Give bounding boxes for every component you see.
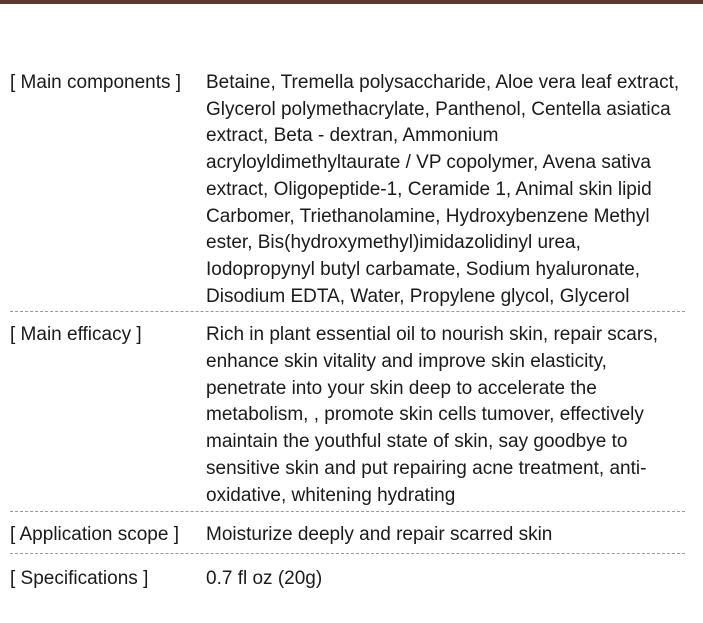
spec-label-application-scope: [ Application scope ] [10, 524, 179, 546]
spec-row-main-components [10, 70, 685, 312]
spec-label-main-components: [ Main components ] [10, 72, 182, 93]
spec-row-main-efficacy [10, 312, 685, 512]
spec-value-specifications: 0.7 fl oz (20g) [206, 567, 323, 589]
spec-value-application-scope: Moisturize deeply and repair scarred skin [206, 524, 553, 546]
spec-value-main-components: Betaine, Tremella polysaccharide, Aloe vera leaf extract, Glycerol polymethacrylate, Panthenol, Centella asiatica extract, Beta - dextran, Ammonium acryloyldimethyltaurate / VP copolymer, Avena sativa extract, Oligopeptide-1, Ceramide 1, Animal skin lipid Carbomer, Triethanolamine, Hydroxybenzene Methyl ester, Bis(hydroxymethyl)imidazolidinyl urea, Iodopropynyl butyl carbamate, Sodium hyaluronate, Disodium EDTA, Water, Propylene glycol, Glycerol [206, 72, 680, 307]
product-spec-table [10, 70, 685, 593]
spec-label-specifications: [ Specifications ] [10, 567, 149, 589]
top-accent-bar [0, 0, 703, 4]
spec-label-main-efficacy: [ Main efficacy ] [10, 324, 142, 346]
spec-row-application-scope [10, 512, 685, 554]
spec-value-main-efficacy: Rich in plant essential oil to nourish skin, repair scars, enhance skin vitality and improve skin elasticity, penetrate into your skin deep to accelerate the metabolism, , promote skin cells tumover, effectively maintain the youthful state of skin, say goodbye to sensitive skin and put repairing acne treatment, anti-oxidative, whitening hydrating [206, 324, 658, 506]
spec-row-specifications [10, 554, 685, 593]
